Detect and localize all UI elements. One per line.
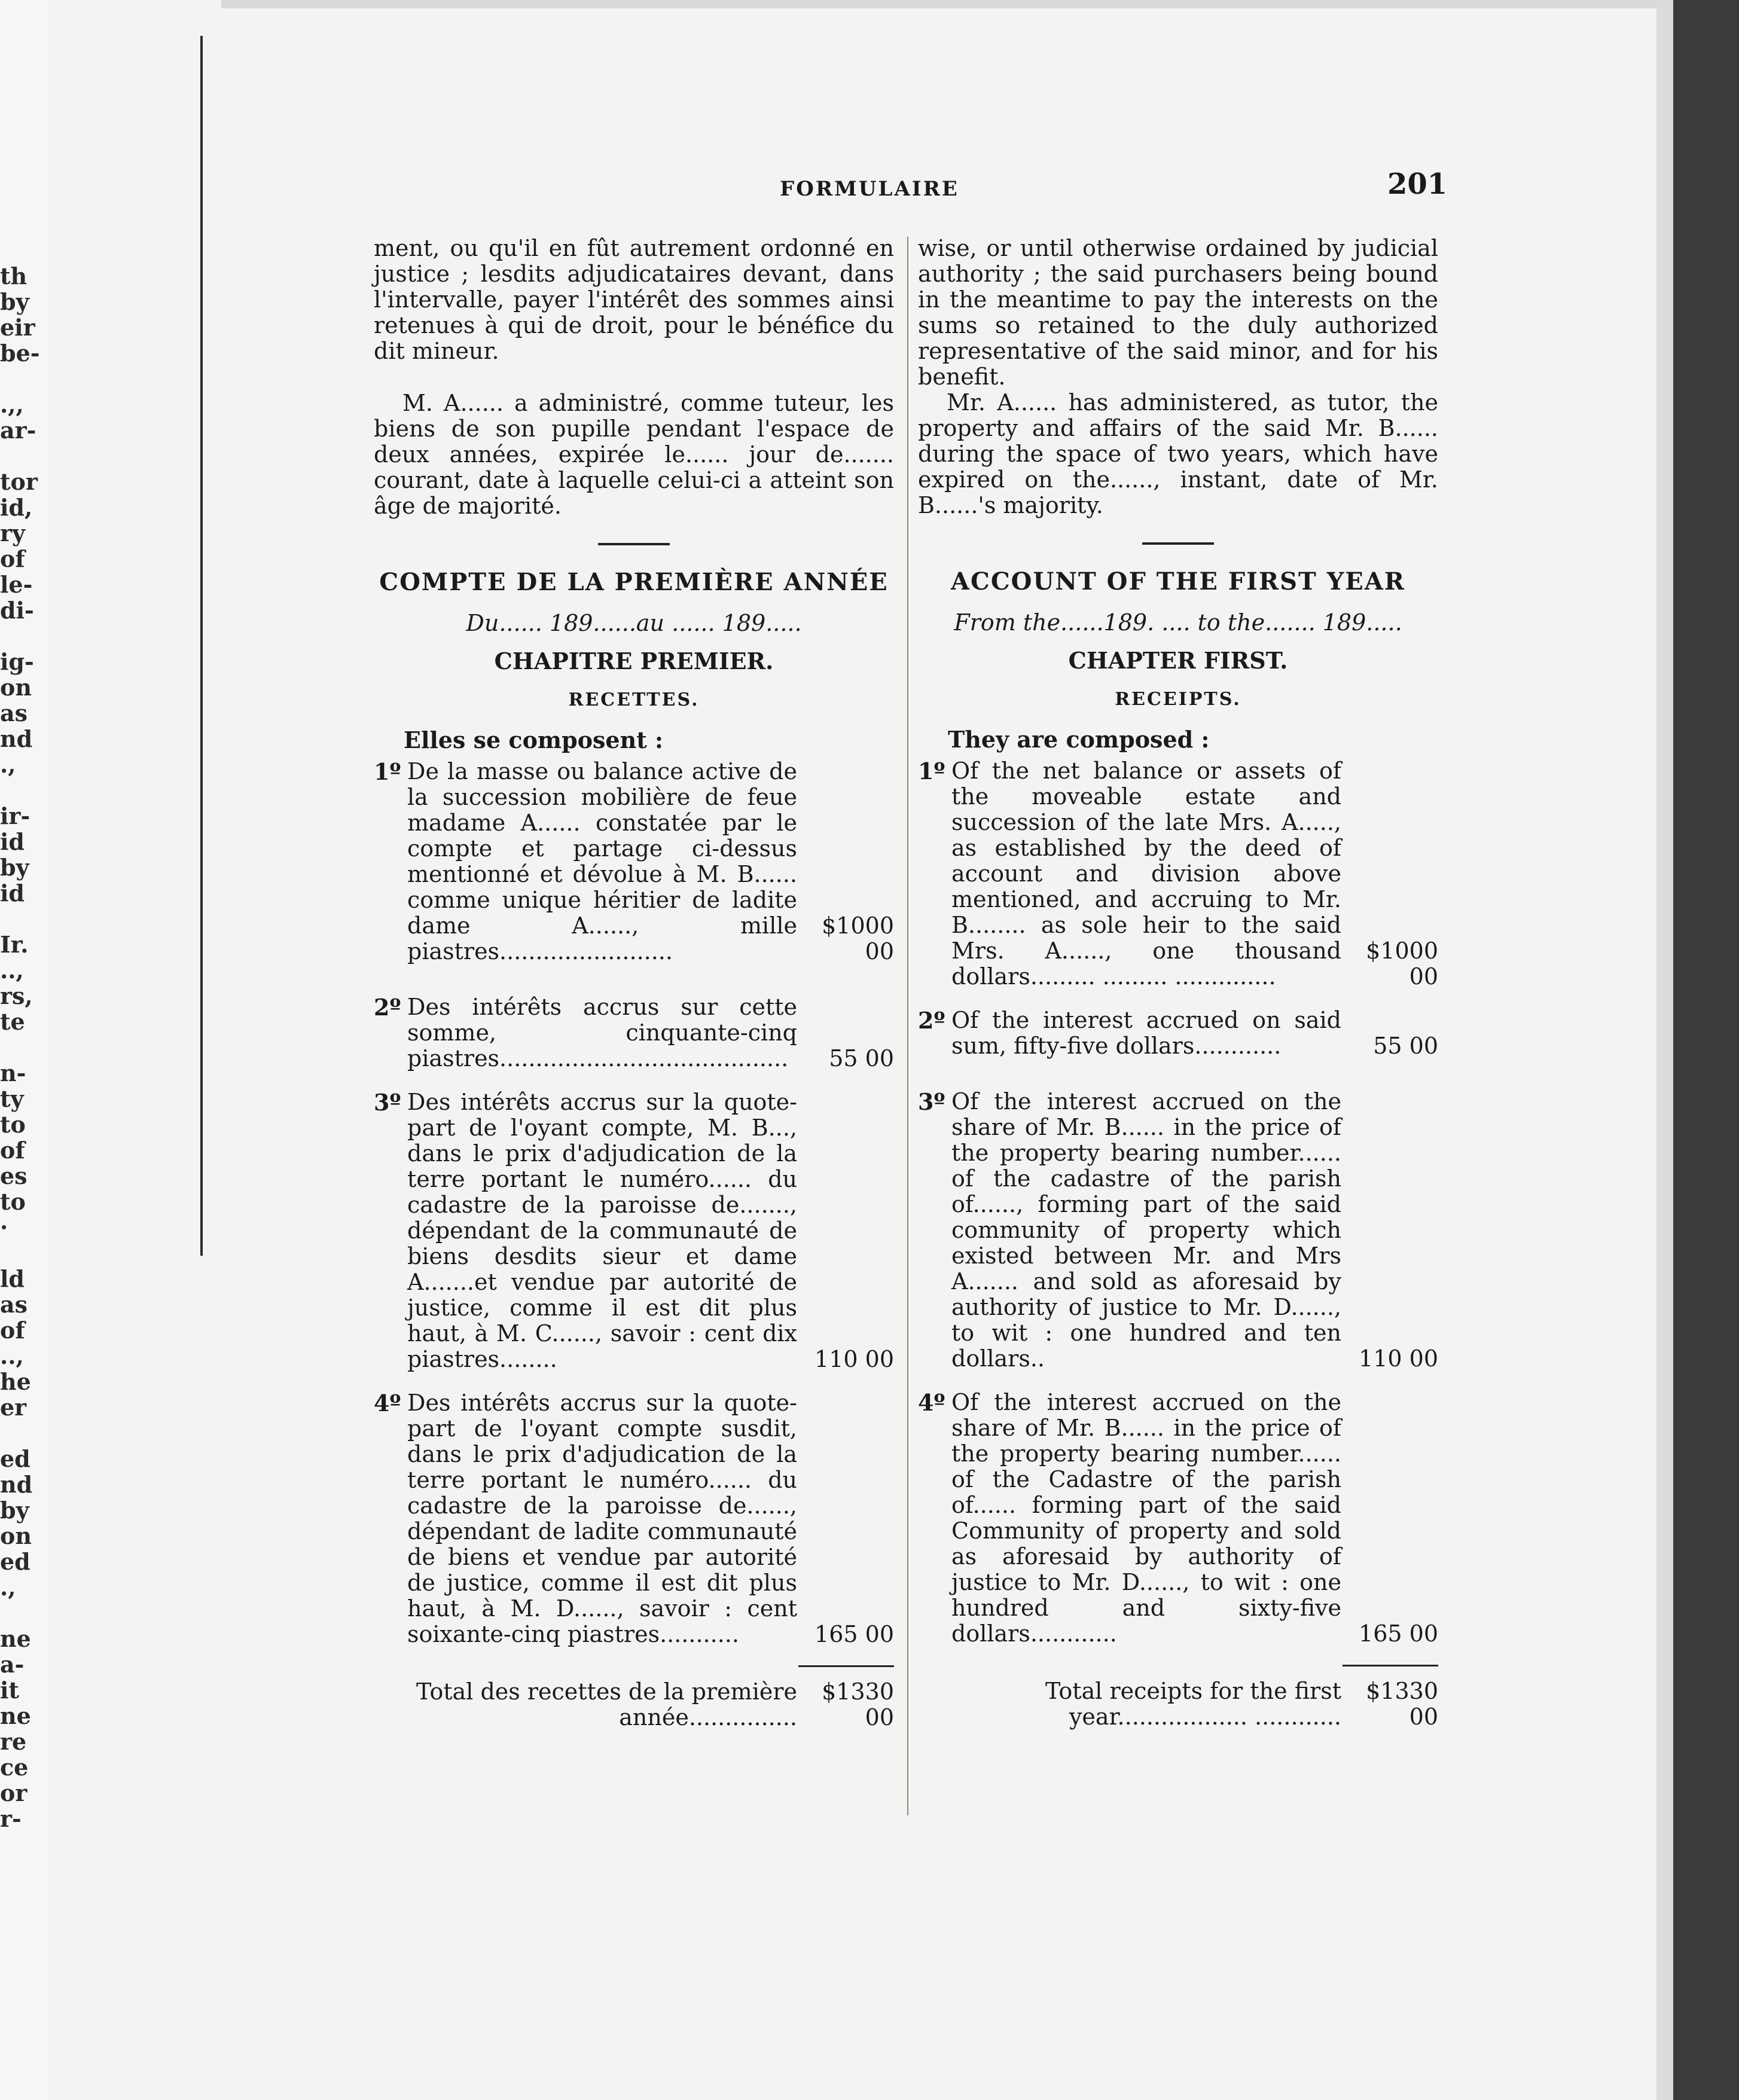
bleed-fragment: es xyxy=(0,1162,28,1189)
section-rule xyxy=(598,543,670,545)
bleed-fragment: · xyxy=(0,1214,8,1241)
item-amount: 110 00 xyxy=(1359,1345,1438,1372)
bleed-fragment: nd xyxy=(0,1471,33,1498)
bleed-fragment: to xyxy=(0,1188,26,1215)
bleed-fragment xyxy=(0,777,60,803)
bleed-fragment xyxy=(0,1240,60,1266)
item-text: Of the interest accrued on the share of Mr. B...... in the price of the property bearing number...... of the Cadastre of the parish of...... forming part of the said Community of property and sold as aforesaid by authority of justice to Mr. D......, to wit : one hundred and sixty-five dollars............ xyxy=(951,1389,1341,1647)
bleed-fragment: n- xyxy=(0,1060,26,1086)
french-item-3 xyxy=(374,1089,894,1372)
item-amount: 110 00 xyxy=(814,1346,894,1372)
bleed-fragment: .,, xyxy=(0,391,24,418)
english-paragraph-1: wise, or until otherwise ordained by judicial authority ; the said purchasers being bound in the meantime to pay the interests on the sums so retained to the duly authorized representative of the said minor, and for his benefit. xyxy=(918,235,1438,390)
bleed-fragment: it xyxy=(0,1677,19,1704)
french-chapter-heading: CHAPITRE PREMIER. xyxy=(494,648,774,674)
total-rule xyxy=(1343,1665,1438,1666)
english-section-heading: ACCOUNT OF THE FIRST YEAR xyxy=(950,567,1406,596)
english-item-4 xyxy=(918,1390,1438,1647)
item-amount: $1000 00 xyxy=(1366,938,1438,990)
bleed-fragment: id xyxy=(0,880,25,906)
bleed-fragment: ., xyxy=(0,751,16,778)
bleed-fragment: id, xyxy=(0,494,33,521)
bleed-fragment: or xyxy=(0,1779,28,1806)
item-number: 3º xyxy=(374,1089,401,1116)
book-cover-edge xyxy=(1673,0,1739,2100)
french-item-4 xyxy=(374,1390,894,1647)
bleed-fragment: ig- xyxy=(0,648,34,675)
bleed-fragment: on xyxy=(0,674,32,701)
item-text: Of the interest accrued on said sum, fifty-five dollars............ xyxy=(951,1007,1341,1059)
bleed-fragment: he xyxy=(0,1368,31,1395)
section-rule xyxy=(1142,542,1214,545)
english-intro: They are composed : xyxy=(948,726,1210,753)
bleed-fragment: of xyxy=(0,545,25,572)
bleed-fragment: ne xyxy=(0,1625,31,1652)
item-amount: 55 00 xyxy=(1373,1033,1438,1059)
bleed-fragment: ., xyxy=(0,1574,16,1601)
bleed-fragment xyxy=(0,1420,60,1446)
bleed-fragment: ld xyxy=(0,1265,25,1292)
item-number: 2º xyxy=(374,994,401,1021)
english-column xyxy=(918,236,1438,1730)
item-amount: 165 00 xyxy=(1359,1620,1438,1647)
english-item-3 xyxy=(918,1089,1438,1372)
bleed-fragment xyxy=(0,443,60,469)
english-chapter-heading: CHAPTER FIRST. xyxy=(1068,647,1288,674)
bleed-fragment: by xyxy=(0,854,29,881)
bleed-fragment: ry xyxy=(0,520,26,547)
french-date-line: Du...... 189......au ...... 189..... xyxy=(466,610,802,636)
item-amount: $1000 00 xyxy=(822,912,894,964)
bleed-fragment: tor xyxy=(0,468,38,495)
bleed-fragment xyxy=(0,1600,60,1626)
bleed-fragment: .., xyxy=(0,957,24,984)
item-number: 1º xyxy=(918,758,945,785)
scan-top-strip xyxy=(221,0,1656,8)
bleed-fragment: ed xyxy=(0,1548,30,1575)
item-amount: 55 00 xyxy=(829,1045,894,1072)
bleed-fragment: of xyxy=(0,1317,25,1344)
english-paragraph-2: Mr. A...... has administered, as tutor, the property and affairs of the said Mr. B...... during the space of two years, which have expired on the......, instant, date of Mr. B......'s majority. xyxy=(918,389,1438,518)
bleed-fragment: ce xyxy=(0,1754,29,1781)
french-total xyxy=(374,1679,894,1730)
bleed-fragment: th xyxy=(0,262,28,289)
item-amount: 165 00 xyxy=(814,1621,894,1647)
item-number: 2º xyxy=(918,1007,945,1034)
bleed-fragment: as xyxy=(0,1291,28,1318)
english-item-1 xyxy=(918,758,1438,990)
page-number: 201 xyxy=(1387,167,1448,201)
item-number: 4º xyxy=(918,1389,945,1416)
total-text: Total des recettes de la première année............... xyxy=(416,1678,797,1730)
bleed-fragment xyxy=(0,906,60,932)
bleed-fragment: by xyxy=(0,288,29,315)
bleed-fragment: .., xyxy=(0,1342,24,1369)
bleed-fragment: by xyxy=(0,1497,29,1524)
bleed-fragment: be- xyxy=(0,340,40,367)
item-text: De la masse ou balance active de la succession mobilière de feue madame A...... constatée par le compte et partage ci-dessus mentionné et dévolue à M. B...... comme unique héritier de ladite dame A......, mille piastres........................ xyxy=(407,758,797,964)
column-divider xyxy=(907,237,908,1815)
french-paragraph-2: M. A...... a administré, comme tuteur, les biens de son pupille pendant l'espace de deux années, expirée le...... jour de....... courant, date à laquelle celui-ci a atteint son âge de majorité. xyxy=(374,390,894,519)
french-paragraph-1: ment, ou qu'il en fût autrement ordonné en justice ; lesdits adjudicataires devant, dans l'intervalle, payer l'intérêt des sommes ainsi retenues à qui de droit, pour le bénéfice du dit mineur. xyxy=(374,235,894,364)
item-number: 1º xyxy=(374,758,401,785)
page-edge xyxy=(1656,0,1673,2100)
english-date-line: From the......189. .... to the....... 189..... xyxy=(954,609,1402,636)
bleed-fragment: ir- xyxy=(0,802,30,829)
bleed-fragment: r- xyxy=(0,1805,22,1832)
french-item-2 xyxy=(374,994,894,1072)
bleed-fragment xyxy=(0,623,60,649)
item-text: Des intérêts accrus sur cette somme, cinquante-cinq piastres........................................ xyxy=(407,994,797,1072)
item-number: 4º xyxy=(374,1390,401,1417)
bleed-fragment: le- xyxy=(0,571,33,598)
bleed-fragment: er xyxy=(0,1394,27,1421)
bleed-fragment: eir xyxy=(0,314,35,341)
running-header: FORMULAIRE xyxy=(780,177,959,201)
bleed-fragment: a- xyxy=(0,1651,25,1678)
bleed-fragment: rs, xyxy=(0,982,33,1009)
bleed-fragment xyxy=(0,366,60,392)
bleed-fragment: on xyxy=(0,1522,32,1549)
bleed-fragment: of xyxy=(0,1137,25,1164)
french-subheading: RECETTES. xyxy=(568,689,700,710)
french-intro: Elles se composent : xyxy=(404,727,664,753)
total-amount: $1330 00 xyxy=(822,1678,894,1730)
bleed-fragment: as xyxy=(0,700,28,727)
total-rule xyxy=(798,1665,894,1667)
item-text: Of the net balance or assets of the moveable estate and succession of the late Mrs. A....., as established by the deed of account and division above mentioned, and accruing to Mr. B........ as sole heir to the said Mrs. A......, one thousand dollars......... ......... .............. xyxy=(951,758,1341,990)
item-text: Des intérêts accrus sur la quote-part de l'oyant compte susdit, dans le prix d'adjudication de la terre portant le numéro...... du cadastre de la paroisse de......, dépendant de ladite communauté de biens et vendue par autorité de justice, comme il est dit plus haut, à M. D......, savoir : cent soixante-cinq piastres........... xyxy=(407,1390,797,1647)
french-item-1 xyxy=(374,759,894,964)
bleed-fragment: ar- xyxy=(0,417,36,444)
bleed-fragment xyxy=(0,1034,60,1060)
english-subheading: RECEIPTS. xyxy=(1115,689,1241,710)
total-text: Total receipts for the first year.................. ............ xyxy=(1045,1678,1341,1730)
bleed-fragment: nd xyxy=(0,725,33,752)
french-column xyxy=(374,236,894,1730)
item-text: Des intérêts accrus sur la quote-part de l'oyant compte, M. B..., dans le prix d'adjudication de la terre portant le numéro...... du cadastre de la paroisse de......., dépendant de la communauté de biens desdits sieur et dame A.......et vendue par autorité de justice, comme il est dit plus haut, à M. C......, savoir : cent dix piastres........ xyxy=(407,1089,797,1372)
bleed-fragment: Ir. xyxy=(0,931,29,958)
english-item-2 xyxy=(918,1008,1438,1059)
bleed-fragment: te xyxy=(0,1008,25,1035)
french-section-heading: COMPTE DE LA PREMIÈRE ANNÉE xyxy=(379,568,889,596)
bleed-fragment: di- xyxy=(0,597,34,624)
bleed-fragment: ne xyxy=(0,1702,31,1729)
facing-page-bleed-text xyxy=(0,263,60,1832)
item-number: 3º xyxy=(918,1088,945,1115)
binding-gutter-line xyxy=(200,36,203,1256)
item-text: Of the interest accrued on the share of Mr. B...... in the price of the property bearing number...... of the cadastre of the parish of......, forming part of the said community of property which existed between Mr. and Mrs A....... and sold as aforesaid by authority of justice to Mr. D......, to wit : one hundred and ten dollars.. xyxy=(951,1088,1341,1372)
total-amount: $1330 00 xyxy=(1366,1678,1438,1730)
bleed-fragment: ed xyxy=(0,1445,30,1472)
english-total xyxy=(918,1678,1438,1730)
bleed-fragment: ty xyxy=(0,1085,24,1112)
bleed-fragment: to xyxy=(0,1111,26,1138)
bleed-fragment: re xyxy=(0,1728,27,1755)
bleed-fragment: id xyxy=(0,828,25,855)
